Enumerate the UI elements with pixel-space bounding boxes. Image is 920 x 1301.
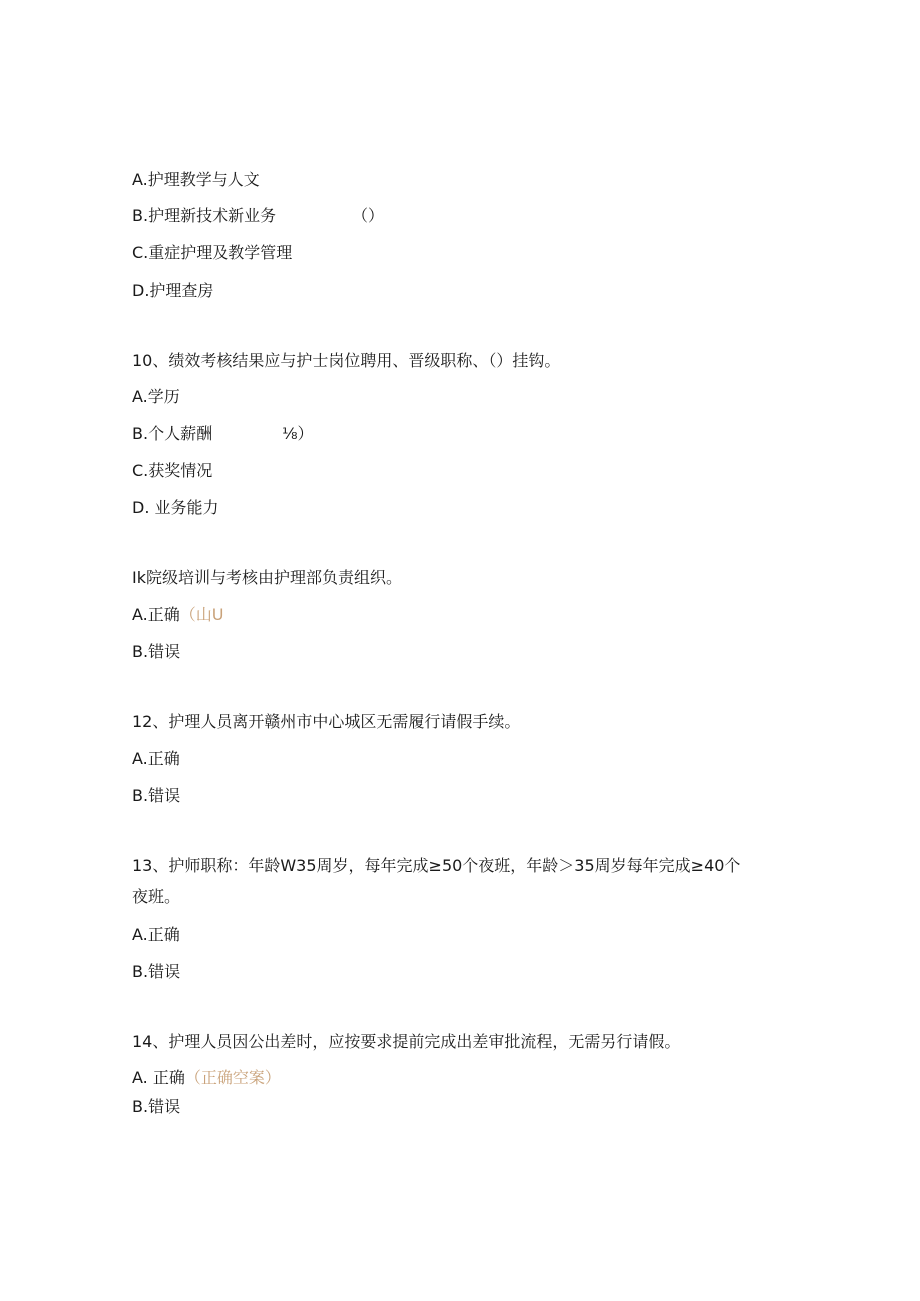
q9-option-b: B.护理新技术新业务 bbox=[132, 206, 277, 225]
q11-option-a bbox=[132, 605, 223, 625]
q14-answer: （正确空案） bbox=[184, 1068, 281, 1087]
q9-option-c: C.重症护理及教学管理 bbox=[132, 243, 293, 262]
q14-option-a bbox=[132, 1068, 281, 1088]
q10-answer-mark: ⅛） bbox=[282, 424, 314, 443]
q10-question: 10、绩效考核结果应与护士岗位聘用、晋级职称、（）挂钩。 bbox=[132, 351, 561, 370]
q14-option-b: B.错误 bbox=[132, 1097, 181, 1116]
q10-option-d: D. 业务能力 bbox=[132, 498, 219, 517]
q10-option-c: C.获奖情况 bbox=[132, 461, 213, 480]
q13-option-b: B.错误 bbox=[132, 962, 181, 981]
q9-option-d: D.护理查房 bbox=[132, 281, 214, 300]
q14-question: 14、护理人员因公出差时，应按要求提前完成出差审批流程，无需另行请假。 bbox=[132, 1032, 681, 1051]
q12-option-a: A.正确 bbox=[132, 749, 180, 768]
q9-answer-mark: （） bbox=[352, 206, 385, 225]
q10-option-b: B.个人薪酬 bbox=[132, 424, 213, 443]
q14-option-a-text: A. 正确 bbox=[132, 1068, 185, 1087]
q12-option-b: B.错误 bbox=[132, 786, 181, 805]
q11-option-b: B.错误 bbox=[132, 642, 181, 661]
q12-question: 12、护理人员离开赣州市中心城区无需履行请假手续。 bbox=[132, 712, 521, 731]
q9-option-a: A.护理教学与人文 bbox=[132, 170, 260, 189]
q10-option-a: A.学历 bbox=[132, 387, 180, 406]
q11-question: Ik院级培训与考核由护理部负责组织。 bbox=[132, 568, 402, 587]
q13-option-a: A.正确 bbox=[132, 925, 180, 944]
q11-answer: （山U bbox=[179, 605, 224, 624]
q11-option-a-text: A.正确 bbox=[132, 605, 180, 624]
q13-question-line2: 夜班。 bbox=[132, 887, 181, 906]
q13-question-line1: 13、护师职称：年龄W35周岁，每年完成≥50个夜班，年龄＞35周岁每年完成≥40个 bbox=[132, 856, 741, 875]
